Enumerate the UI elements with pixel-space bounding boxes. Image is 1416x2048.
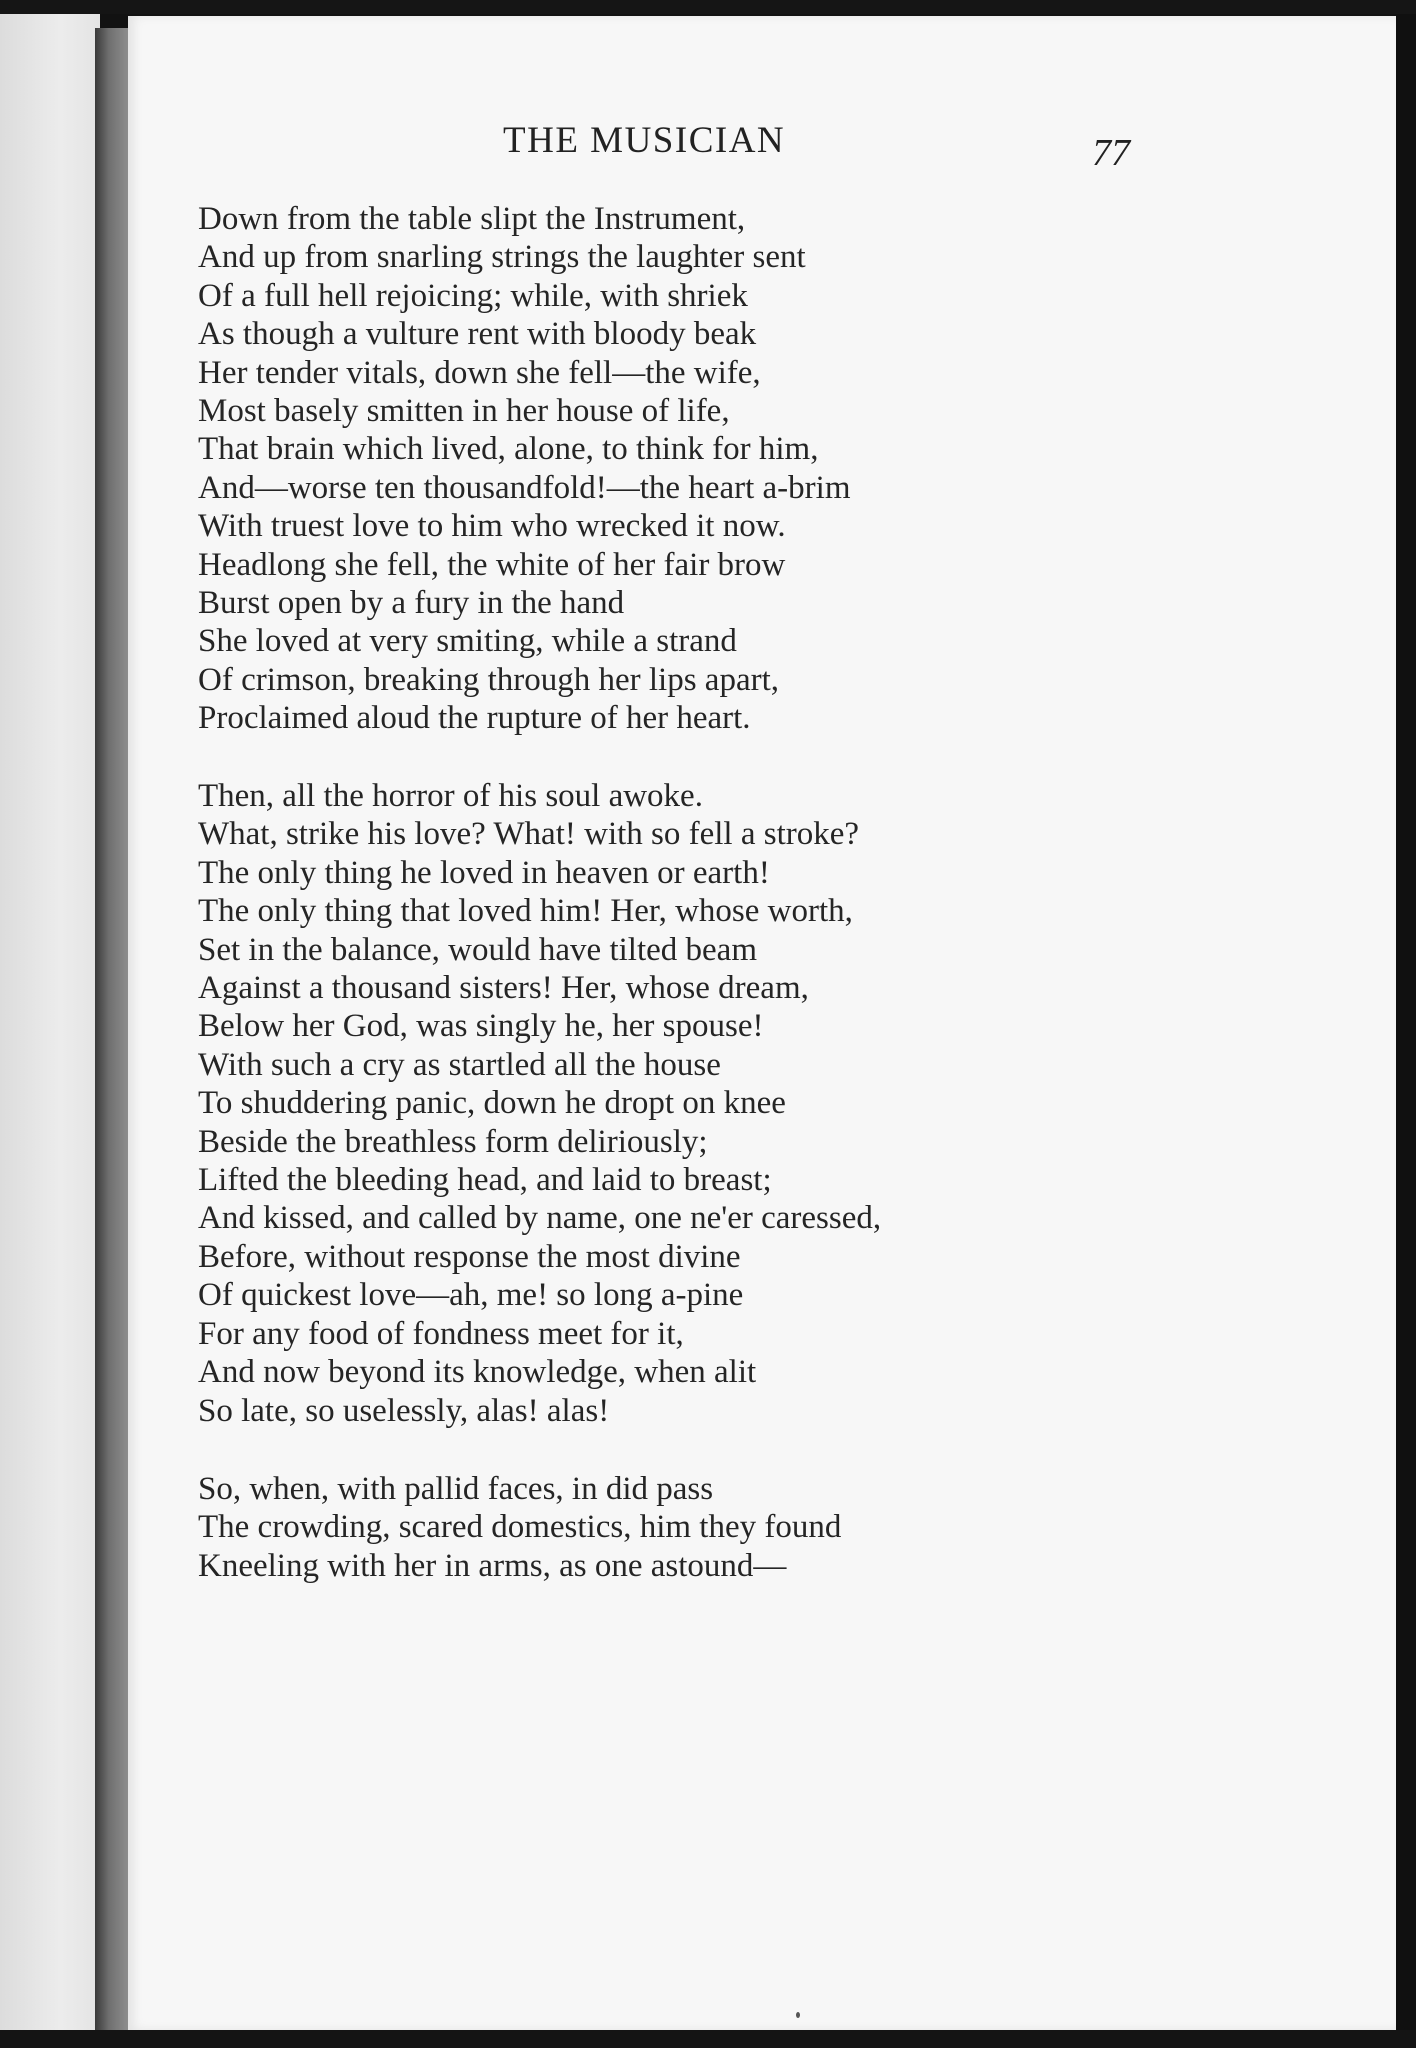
poem-line: What, strike his love? What! with so fell a stroke? [198, 816, 860, 853]
poem-line: As though a vulture rent with bloody beak [198, 316, 757, 353]
scan-top-border [0, 0, 1416, 14]
poem-line: With truest love to him who wrecked it now. [198, 508, 786, 545]
poem-line: She loved at very smiting, while a strand [198, 623, 737, 660]
poem-line: Kneeling with her in arms, as one astound— [198, 1547, 787, 1584]
poem-line: Lifted the bleeding head, and laid to breast; [198, 1162, 772, 1199]
poem-line: Beside the breathless form deliriously; [198, 1123, 708, 1160]
book-gutter [95, 28, 129, 2032]
poem-line: And kissed, and called by name, one ne'er caressed, [198, 1200, 882, 1237]
poem-line: Most basely smitten in her house of life, [198, 393, 730, 430]
poem-line: Before, without response the most divine [198, 1238, 741, 1275]
poem-line: The only thing he loved in heaven or earth! [198, 854, 770, 891]
scan-right-border [1396, 14, 1416, 2048]
poem-line: And—worse ten thousandfold!—the heart a-brim [198, 469, 851, 506]
poem-line: Set in the balance, would have tilted beam [198, 931, 757, 968]
poem-line: Against a thousand sisters! Her, whose dream, [198, 970, 809, 1007]
poem-line: So, when, with pallid faces, in did pass [198, 1471, 714, 1507]
poem-line: The only thing that loved him! Her, whose worth, [198, 893, 853, 930]
ink-speck [796, 2012, 800, 2018]
poem-line: The crowding, scared domestics, him they found [198, 1509, 842, 1546]
page-number: 77 [1092, 132, 1130, 174]
poem-line: For any food of fondness meet for it, [198, 1315, 684, 1352]
poem-line: Headlong she fell, the white of her fair brow [198, 546, 786, 583]
poem-stanza-1 [198, 200, 851, 738]
poem-line: Of crimson, breaking through her lips apart, [198, 661, 780, 698]
poem-line: Proclaimed aloud the rupture of her heart. [198, 700, 751, 737]
poem-line: Down from the table slipt the Instrument, [198, 201, 746, 237]
poem-line: Of a full hell rejoicing; while, with shriek [198, 277, 748, 314]
poem-line: Below her God, was singly he, her spouse! [198, 1008, 764, 1045]
poem-line: And up from snarling strings the laughter sent [198, 239, 806, 276]
poem-line: That brain which lived, alone, to think for him, [198, 431, 819, 468]
poem-line: To shuddering panic, down he dropt on knee [198, 1085, 786, 1122]
facing-page-edge [0, 14, 100, 2032]
poem-stanza-3 [198, 1470, 841, 1585]
poem-line: Then, all the horror of his soul awoke. [198, 778, 703, 814]
poem-stanza-2 [198, 777, 881, 1430]
poem-line: Of quickest love—ah, me! so long a-pine [198, 1277, 744, 1314]
poem-line: Her tender vitals, down she fell—the wife, [198, 354, 761, 391]
scan-bottom-border [0, 2030, 1416, 2048]
poem-line: And now beyond its knowledge, when alit [198, 1354, 757, 1391]
poem-line: So late, so uselessly, alas! alas! [198, 1392, 610, 1429]
poem-line: With such a cry as startled all the house [198, 1046, 721, 1083]
poem-line: Burst open by a fury in the hand [198, 585, 625, 622]
running-head: THE MUSICIAN [503, 120, 786, 161]
